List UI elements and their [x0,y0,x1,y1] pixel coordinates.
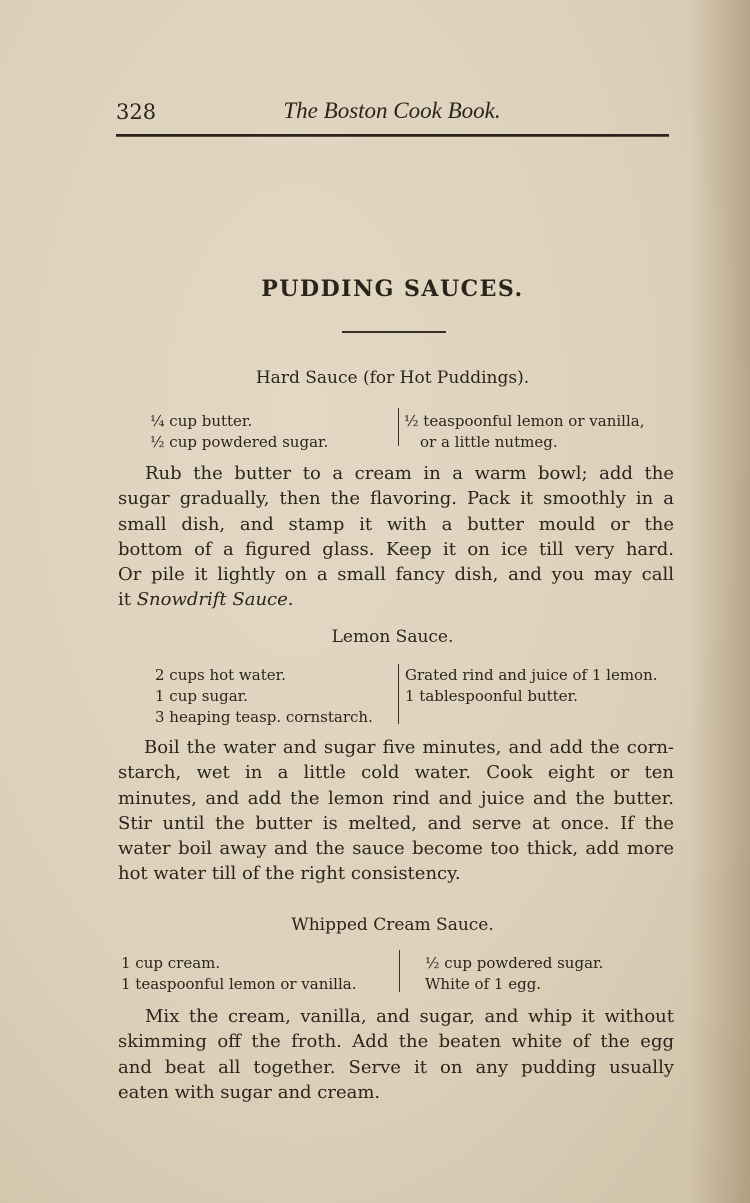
paragraph-line [118,587,674,612]
ingredients-left-whipped-cream-sauce [121,953,356,995]
recipe-paragraph-lemon-sauce [118,735,674,887]
ingredient: Grated rind and juice of 1 lemon. [405,666,658,684]
ingredient: ½ teaspoonful lemon or vanilla, [404,412,645,430]
ingredient: ¼ cup butter. [150,412,253,430]
paragraph-line: skimming off the froth. Add the beaten white of the egg [118,1031,674,1053]
paragraph-line: water boil away and the sauce become too thick, add more [118,838,674,860]
snowdrift-sauce-name: Snowdrift Sauce. [136,589,294,611]
recipe-title-lemon-sauce: Lemon Sauce. [331,627,454,647]
ingredients-divider [398,664,399,724]
ingredient: 2 cups hot water. [155,666,286,684]
running-title: The Boston Cook Book. [283,98,501,123]
running-head [116,96,668,132]
paragraph-line: minutes, and add the lemon rind and juice and the butter. [118,787,674,809]
ingredient: 1 tablespoonful butter. [405,687,578,705]
paragraph-line: Boil the water and sugar five minutes, and add the corn- [144,737,674,758]
paragraph-line: Or pile it lightly on a small fancy dish, and you may call [118,564,674,586]
ingredient: 1 teaspoonful lemon or vanilla. [121,975,357,993]
ingredients-right-whipped-cream-sauce [425,953,603,995]
ingredient: ½ cup powdered sugar. [425,954,604,972]
paragraph-line: sugar gradually, then the flavoring. Pack it smoothly in a [118,488,674,510]
paragraph-line: Rub the butter to a cream in a warm bowl; add the [145,463,674,484]
recipe-paragraph-whipped-cream-sauce [118,1004,674,1105]
paragraph-line: Stir until the butter is melted, and serve at once. If the [118,812,674,834]
ingredients-divider [398,408,399,446]
ingredients-divider [399,950,400,992]
ingredients-left-lemon-sauce [155,665,373,728]
paragraph-line: starch, wet in a little cold water. Cook eight or ten [118,762,674,784]
ingredient: ½ cup powdered sugar. [150,433,329,451]
header-rule [116,134,669,137]
page-number: 328 [116,100,157,124]
section-title: PUDDING SAUCES. [261,276,524,302]
section-divider [342,331,446,333]
ingredient: 1 cup cream. [121,954,221,972]
paragraph-line: eaten with sugar and cream. [118,1081,381,1103]
recipe-title-hard-sauce: Hard Sauce (for Hot Puddings). [255,368,530,388]
recipe-title-whipped-cream-sauce: Whipped Cream Sauce. [291,915,494,935]
ingredient: or a little nutmeg. [420,433,558,451]
paragraph-line: Mix the cream, vanilla, and sugar, and whip it without [145,1006,674,1027]
ingredients-right-lemon-sauce [405,665,658,707]
paragraph-line: bottom of a figured glass. Keep it on ice till very hard. [118,538,674,560]
paragraph-line: small dish, and stamp it with a butter mould or the [118,513,674,535]
ingredient: 1 cup sugar. [155,687,248,705]
ingredients-right-hard-sauce [404,411,644,453]
ingredient: 3 heaping teasp. cornstarch. [155,708,373,726]
paragraph-text: it [118,589,137,611]
recipe-paragraph-hard-sauce [118,461,674,613]
paragraph-line: hot water till of the right consistency. [118,863,461,885]
paragraph-line: and beat all together. Serve it on any pudding usually [118,1056,674,1078]
ingredient: White of 1 egg. [425,975,542,993]
ingredients-left-hard-sauce [150,411,328,453]
